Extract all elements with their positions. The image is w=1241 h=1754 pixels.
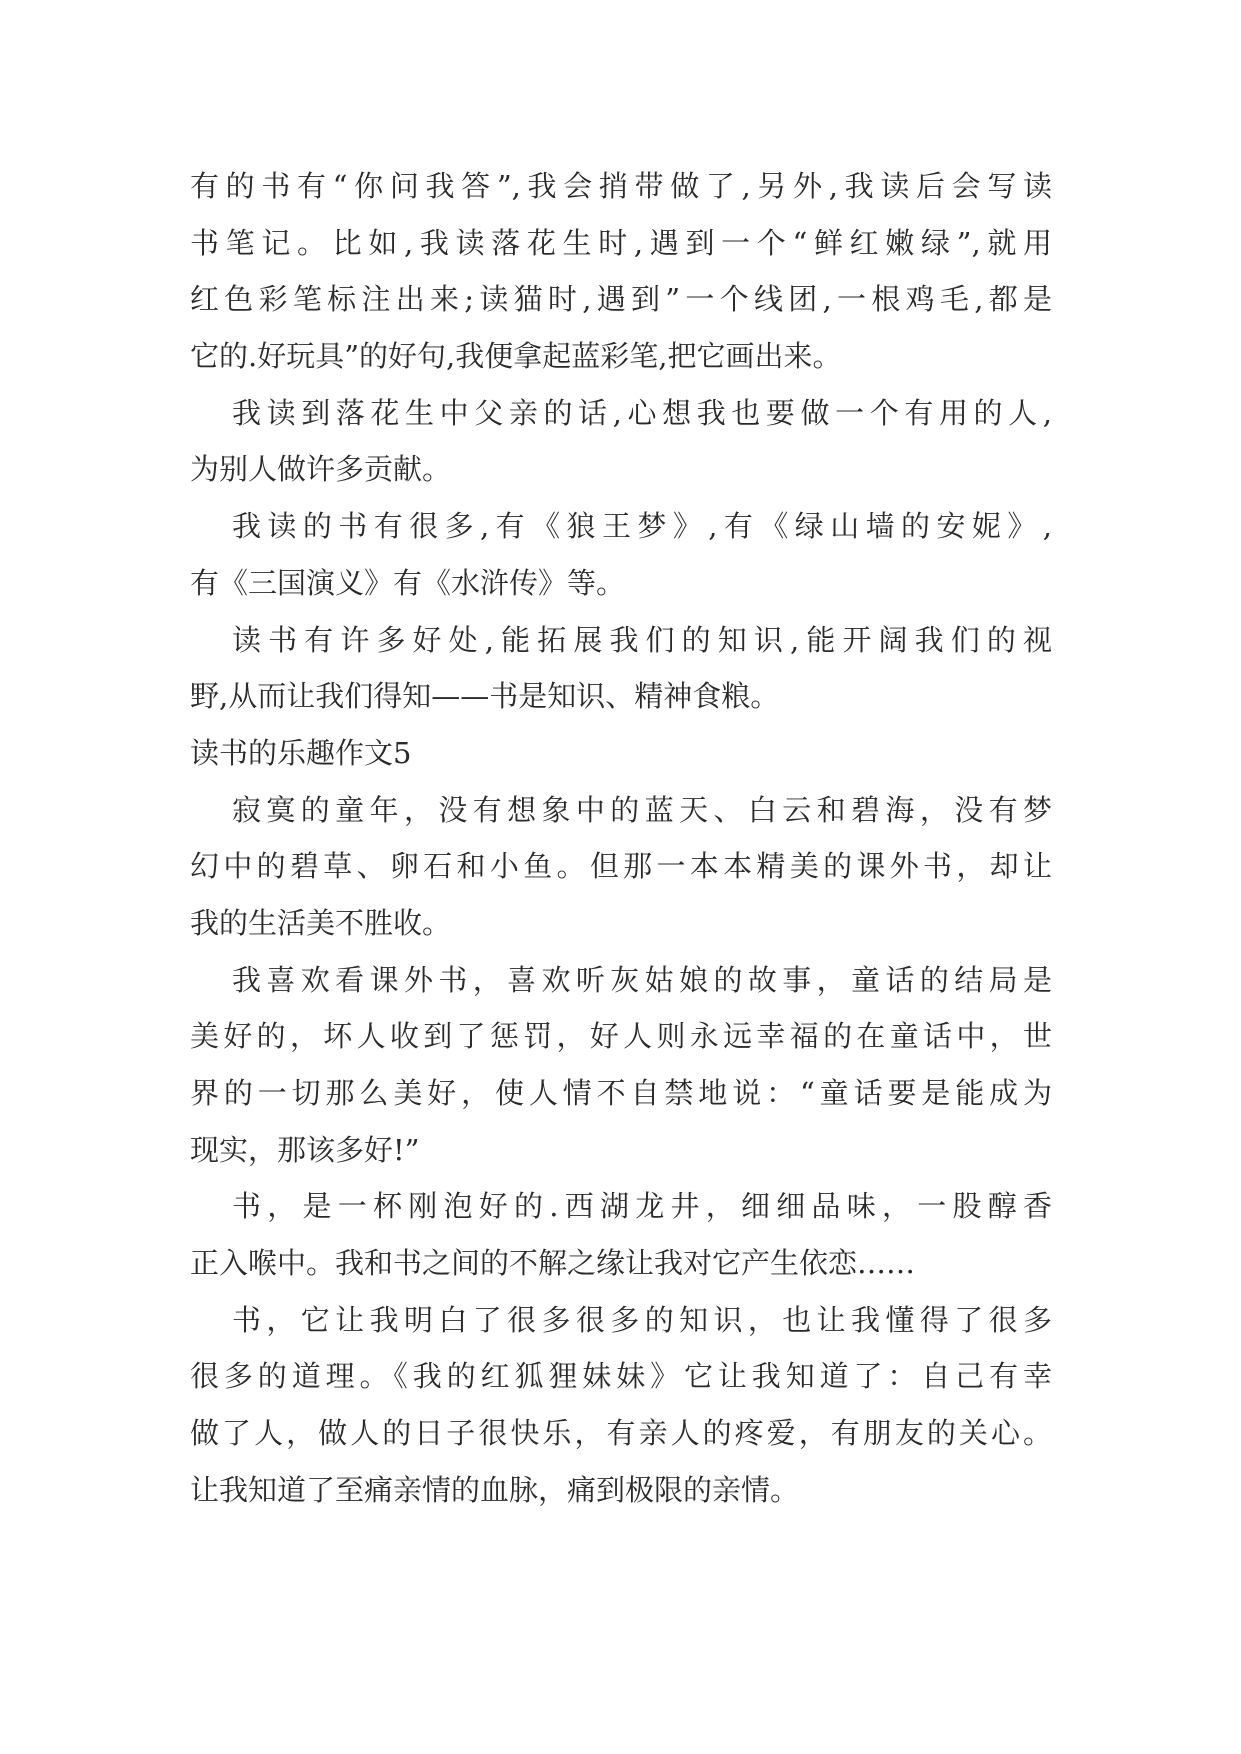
text-line: 寂寞的童年，没有想象中的蓝天、白云和碧海，没有梦 xyxy=(232,792,1052,827)
document-body xyxy=(190,158,1052,1519)
text-line: 我的生活美不胜收。 xyxy=(190,905,452,940)
paragraph xyxy=(190,498,1052,611)
text-line: 让我知道了至痛亲情的血脉，痛到极限的亲情。 xyxy=(190,1472,800,1507)
section-heading: 读书的乐趣作文5 xyxy=(190,735,412,770)
text-line: 界的一切那么美好，使人情不自禁地说：“童话要是能成为 xyxy=(190,1076,1052,1110)
paragraph xyxy=(190,782,1052,952)
text-line: 野,从而让我们得知——书是知识、精神食粮。 xyxy=(190,679,780,714)
text-line: 做了人，做人的日子很快乐，有亲人的疼爱，有朋友的关心。 xyxy=(190,1416,1052,1451)
paragraph xyxy=(190,612,1052,725)
text-line: 我喜欢看课外书，喜欢听灰姑娘的故事，童话的结局是 xyxy=(232,962,1052,997)
text-line: 我读到落花生中父亲的话,心想我也要做一个有用的人, xyxy=(232,395,1052,430)
text-line: 美好的，坏人收到了惩罚，好人则永远幸福的在童话中，世 xyxy=(190,1019,1052,1054)
text-line: 我读的书有很多,有《狼王梦》,有《绿山墙的安妮》, xyxy=(232,509,1052,544)
text-line: 有的书有“你问我答”,我会捎带做了,另外,我读后会写读 xyxy=(190,169,1052,203)
paragraph xyxy=(190,1292,1052,1519)
text-line: 读书有许多好处,能拓展我们的知识,能开阔我们的视 xyxy=(232,622,1052,657)
text-line: 幻中的碧草、卵石和小鱼。但那一本本精美的课外书，却让 xyxy=(190,849,1052,884)
text-line: 红色彩笔标注出来;读猫时,遇到”一个线团,一根鸡毛,都是 xyxy=(190,282,1052,317)
text-line: 书，是一杯刚泡好的.西湖龙井，细细品味，一股醇香 xyxy=(232,1189,1052,1224)
paragraph xyxy=(190,385,1052,498)
text-line: 很多的道理。《我的红狐狸妹妹》它让我知道了：自己有幸 xyxy=(190,1359,1052,1394)
text-line: 它的.好玩具”的好句,我便拿起蓝彩笔,把它画出来。 xyxy=(190,339,842,374)
text-line: 正入喉中。我和书之间的不解之缘让我对它产生依恋…… xyxy=(190,1246,916,1281)
text-line: 书笔记。比如,我读落花生时,遇到一个“鲜红嫩绿”,就用 xyxy=(190,225,1052,260)
paragraph xyxy=(190,158,1052,385)
paragraph xyxy=(190,952,1052,1179)
text-line: 有《三国演义》有《水浒传》等。 xyxy=(190,565,626,600)
text-line: 书，它让我明白了很多很多的知识，也让我懂得了很多 xyxy=(232,1302,1052,1337)
text-line: 为别人做许多贡献。 xyxy=(190,452,452,487)
paragraph xyxy=(190,1178,1052,1291)
text-line: 现实，那该多好!” xyxy=(190,1132,420,1167)
